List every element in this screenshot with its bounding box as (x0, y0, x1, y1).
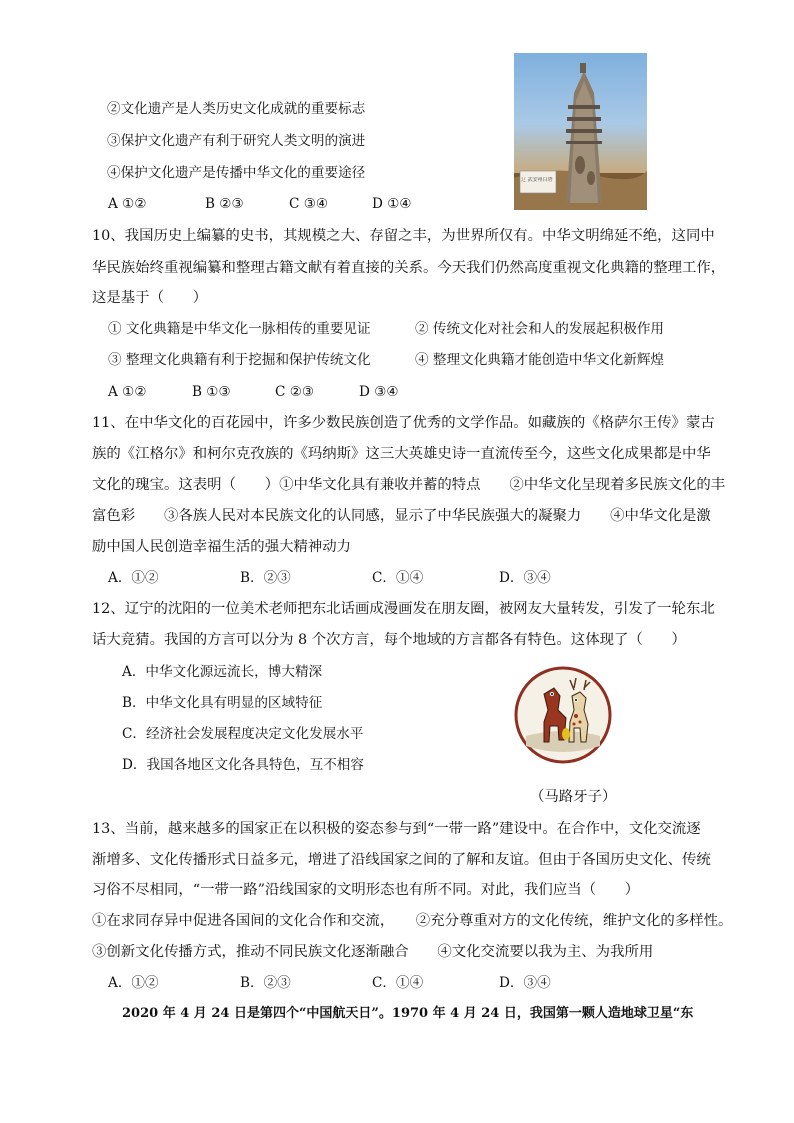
q10-option-4: ④ 整理文化典籍才能创造中华文化新辉煌 (415, 352, 665, 368)
q12-stem-2: 话大竞猜。我国的方言可以分为 8 个次方言，每个地域的方言都各有特色。这体现了（ ） (92, 632, 686, 648)
q9-option-4: ④保护文化遗产是传播中华文化的重要途径 (107, 165, 366, 181)
pagoda-photo (514, 53, 647, 210)
q9-choices (108, 194, 412, 214)
q10-choices (108, 382, 399, 402)
cartoon-illustration (514, 666, 612, 764)
q9-choice-b: B ②③ (205, 196, 244, 212)
q9-choice-c: C ③④ (289, 196, 329, 212)
q11-stem-4: 富色彩 ③各族人民对本民族文化的认同感，显示了中华民族强大的凝聚力 ④中华文化是激 (92, 508, 711, 524)
q9-choice-a: A ①② (108, 196, 147, 212)
q10-choice-b: B ①③ (192, 384, 231, 400)
q10-option-2: ② 传统文化对社会和人的发展起积极作用 (415, 321, 665, 337)
q10-choice-c: C ②③ (275, 384, 315, 400)
q9-option-3: ③保护文化遗产有利于研究人类文明的演进 (107, 133, 366, 149)
q13-choice-c: C．①④ (372, 975, 424, 991)
q11-choices (108, 568, 551, 588)
q13-stem-4: ①在求同存异中促进各国间的文化合作和交流， ②充分尊重对方的文化传统，维护文化的多样性。 (92, 913, 733, 929)
q11-stem-3: 文化的瑰宝。这表明（ ）①中华文化具有兼收并蓄的特点 ②中华文化呈现着多民族文化的丰 (92, 477, 726, 493)
q13-choices (108, 973, 551, 993)
q10-stem-1: 10、我国历史上编纂的史书，其规模之大、存留之丰，为世界所仅有。中华文明绵延不绝，这同中 (92, 228, 715, 244)
q11-stem-5: 励中国人民创造幸福生活的强大精神动力 (92, 539, 352, 555)
q13-stem-3: 习俗不尽相同，“一带一路”沿线国家的文明形态也有所不同。对此，我们应当（ ） (92, 882, 640, 898)
q13-choice-a: A．①② (108, 975, 159, 991)
q11-choice-b: B．②③ (240, 570, 291, 586)
q10-stem-3: 这是基于（ ） (92, 290, 208, 306)
q10-stem-2: 华民族始终重视编纂和整理古籍文献有着直接的关系。今天我们仍然高度重视文化典籍的整理工作， (92, 260, 726, 276)
cartoon-caption: （马路牙子） (530, 789, 617, 805)
q12-option-d: D．我国各地区文化各具特色，互不相容 (122, 757, 364, 773)
q10-option-1: ① 文化典籍是中华文化一脉相传的重要见证 (108, 321, 371, 337)
q13-stem-5: ③创新文化传播方式，推动不同民族文化逐渐融合 ④文化交流要以我为主、为我所用 (92, 944, 654, 960)
pagoda-sign-text: 辽 武安州白塔 (521, 177, 553, 183)
q10-choice-d: D ③④ (359, 384, 399, 400)
q12-option-a: A．中华文化源远流长，博大精深 (122, 664, 323, 680)
q9-choice-d: D ①④ (372, 196, 412, 212)
q9-option-2: ②文化遗产是人类历史文化成就的重要标志 (107, 101, 366, 117)
dialect-cartoon (514, 666, 612, 764)
pagoda-illustration (514, 53, 647, 210)
next-passage-line: 2020 年 4 月 24 日是第四个“中国航天日”。1970 年 4 月 24 日，我国第一颗人造地球卫星“东 (122, 1006, 694, 1021)
q12-stem-1: 12、辽宁的沈阳的一位美术老师把东北话画成漫画发在朋友圈，被网友大量转发，引发了一轮东北 (92, 601, 715, 617)
q11-choice-c: C．①④ (372, 570, 424, 586)
q11-choice-d: D．③④ (499, 570, 551, 586)
q13-choice-b: B．②③ (240, 975, 291, 991)
q10-choice-a: A ①② (108, 384, 147, 400)
q12-option-b: B．中华文化具有明显的区域特征 (122, 695, 323, 711)
q12-option-c: C．经济社会发展程度决定文化发展水平 (122, 726, 364, 742)
q13-choice-d: D．③④ (499, 975, 551, 991)
q13-stem-2: 渐增多、文化传播形式日益多元，增进了沿线国家之间的了解和友谊。但由于各国历史文化、传统 (92, 852, 711, 868)
q13-stem-1: 13、当前，越来越多的国家正在以积极的姿态参与到“一带一路”建设中。在合作中，文化交流逐 (92, 821, 701, 837)
q11-stem-1: 11、在中华文化的百花园中，许多少数民族创造了优秀的文学作品。如藏族的《格萨尔王传》蒙古 (92, 415, 715, 431)
q11-choice-a: A．①② (108, 570, 159, 586)
q11-stem-2: 族的《江格尔》和柯尔克孜族的《玛纳斯》这三大英雄史诗一直流传至今，这些文化成果都是中华 (92, 446, 711, 462)
q10-option-3: ③ 整理文化典籍有利于挖掘和保护传统文化 (108, 352, 371, 368)
